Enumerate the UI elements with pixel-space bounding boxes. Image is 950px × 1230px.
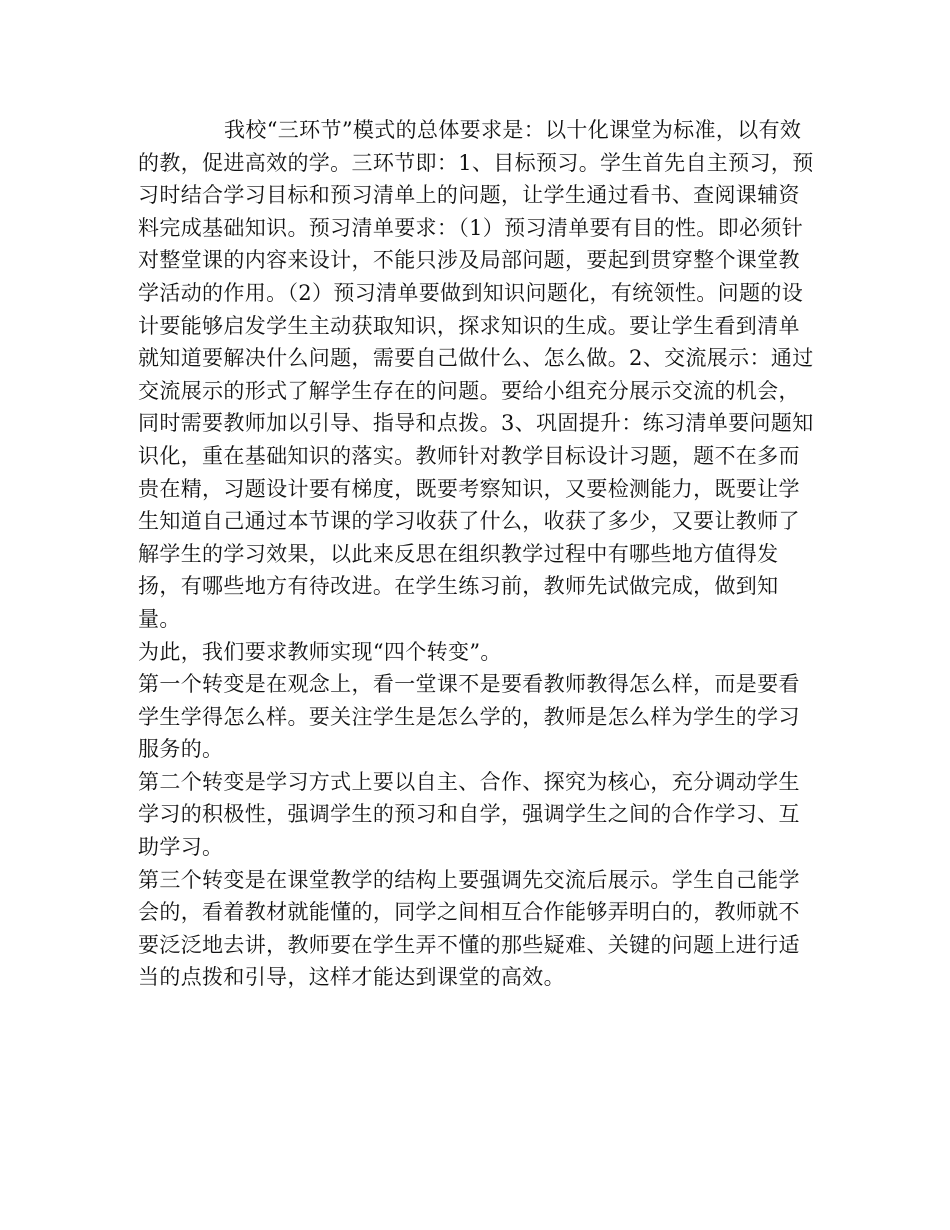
document-body [138,114,818,994]
paragraph-four-changes-intro: 为此，我们要求教师实现“四个转变”。 [138,639,502,664]
paragraph-three-steps: 我校“三环节”模式的总体要求是：以十化课堂为标准，以有效的教，促进高效的学。三环节即：1、目标预习。学生首先自主预习，预习时结合学习目标和预习清单上的问题，让学生通过看书、查阅课辅资料完成基础知识。预习清单要求：（1）预习清单要有目的性。即必须针对整堂课的内容来设计，不能只涉及局部问题，要起到贯穿整个课堂教学活动的作用。（2）预习清单要做到知识问题化，有统领性。问题的设计要能够启发学生主动获取知识，探求知识的生成。要让学生看到清单就知道要解决什么问题，需要自己做什么、怎么做。2、交流展示：通过交流展示的形式了解学生存在的问题。要给小组充分展示交流的机会，同时需要教师加以引导、指导和点拨。3、巩固提升：练习清单要问题知识化，重在基础知识的落实。教师针对教学目标设计习题，题不在多而贵在精，习题设计要有梯度，既要考察知识，又要检测能力，既要让学生知道自己通过本节课的学习收获了什么，收获了多少，又要让教师了解学生的学习效果，以此来反思在组织教学过程中有哪些地方值得发扬，有哪些地方有待改进。在学生练习前，教师先试做完成，做到知量。 [138,118,814,631]
paragraph-second-change: 第二个转变是学习方式上要以自主、合作、探究为核心，充分调动学生学习的积极性，强调学生的预习和自学，强调学生之间的合作学习、互助学习。 [138,769,800,860]
paragraph-third-change: 第三个转变是在课堂教学的结构上要强调先交流后展示。学生自己能学会的，看着教材就能懂的，同学之间相互合作能够弄明白的，教师就不要泛泛地去讲，教师要在学生弄不懂的那些疑难、关键的问题上进行适当的点拨和引导，这样才能达到课堂的高效。 [138,867,800,990]
paragraph-first-change: 第一个转变是在观念上，看一堂课不是要看教师教得怎么样，而是要看学生学得怎么样。要关注学生是怎么学的，教师是怎么样为学生的学习服务的。 [138,672,800,762]
